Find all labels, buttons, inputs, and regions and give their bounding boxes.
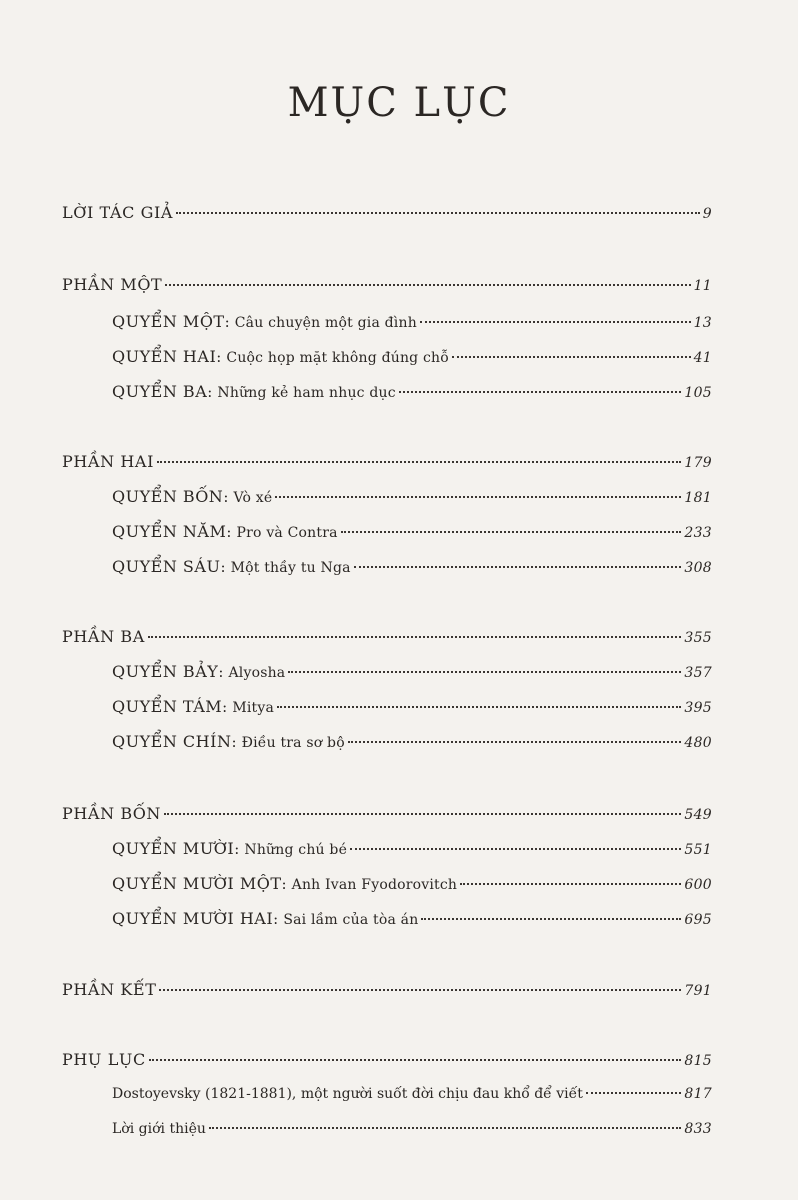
toc-book-page: 600 xyxy=(684,877,712,893)
toc-book-label: QUYỂN BẢY: Alyosha xyxy=(112,662,286,681)
toc-book-label: QUYỂN BỐN: Vò xé xyxy=(112,487,273,506)
toc-book-page: 357 xyxy=(684,665,712,681)
toc-part-page: 355 xyxy=(684,630,712,646)
toc-book-12[interactable] xyxy=(112,909,712,928)
toc-appendix-page: 833 xyxy=(684,1121,712,1137)
toc-book-page: 308 xyxy=(684,560,712,576)
toc-book-7[interactable] xyxy=(112,662,712,681)
toc-book-label: QUYỂN CHÍN: Điều tra sơ bộ xyxy=(112,732,345,751)
toc-part-label: PHẦN BA xyxy=(62,627,145,646)
toc-book-page: 181 xyxy=(684,490,712,506)
dot-leader xyxy=(148,636,682,638)
dot-leader xyxy=(277,706,681,708)
dot-leader xyxy=(586,1092,682,1094)
dot-leader xyxy=(176,212,700,214)
dot-leader xyxy=(159,989,681,991)
toc-book-8[interactable] xyxy=(112,697,712,716)
toc-part-1[interactable] xyxy=(62,275,712,294)
toc-part-2[interactable] xyxy=(62,452,712,471)
toc-book-label: QUYỂN SÁU: Một thầy tu Nga xyxy=(112,557,351,576)
toc-part-page: 179 xyxy=(684,455,712,471)
toc-part-3[interactable] xyxy=(62,627,712,646)
toc-book-page: 105 xyxy=(684,385,712,401)
toc-entry-label: LỜI TÁC GIẢ xyxy=(62,203,174,222)
dot-leader xyxy=(341,531,682,533)
toc-book-page: 551 xyxy=(684,842,712,858)
toc-book-label: QUYỂN MỘT: Câu chuyện một gia đình xyxy=(112,312,417,331)
dot-leader xyxy=(399,391,682,393)
dot-leader xyxy=(288,671,681,673)
dot-leader xyxy=(421,918,681,920)
dot-leader xyxy=(275,496,681,498)
toc-part-page: 815 xyxy=(684,1053,712,1069)
toc-book-page: 13 xyxy=(693,315,712,331)
toc-entry-intro[interactable] xyxy=(62,203,712,222)
toc-book-label: QUYỂN MƯỜI MỘT: Anh Ivan Fyodorovitch xyxy=(112,874,458,893)
toc-book-9[interactable] xyxy=(112,732,712,751)
toc-book-page: 233 xyxy=(684,525,712,541)
dot-leader xyxy=(164,813,681,815)
toc-book-3[interactable] xyxy=(112,382,712,401)
toc-part-label: PHẦN MỘT xyxy=(62,275,163,294)
toc-book-1[interactable] xyxy=(112,312,712,331)
toc-book-5[interactable] xyxy=(112,522,712,541)
dot-leader xyxy=(354,566,682,568)
dot-leader xyxy=(348,741,682,743)
toc-book-page: 41 xyxy=(693,350,712,366)
toc-appendix-page: 817 xyxy=(684,1086,712,1102)
dot-leader xyxy=(165,284,690,286)
toc-book-4[interactable] xyxy=(112,487,712,506)
toc-book-page: 695 xyxy=(684,912,712,928)
toc-appendix-label: Dostoyevsky (1821-1881), một người suốt đời chịu đau khổ để viết xyxy=(112,1086,583,1102)
toc-part-page: 549 xyxy=(684,807,712,823)
toc-book-11[interactable] xyxy=(112,874,712,893)
toc-book-label: QUYỂN HAI: Cuộc họp mặt không đúng chỗ xyxy=(112,347,450,366)
page-title: MỤC LỤC xyxy=(287,80,511,126)
toc-book-page: 480 xyxy=(684,735,712,751)
toc-part-label: PHỤ LỤC xyxy=(62,1050,146,1069)
toc-part-page: 11 xyxy=(693,278,712,294)
toc-appendix-label: Lời giới thiệu xyxy=(112,1121,206,1137)
toc-book-label: QUYỂN MƯỜI: Những chú bé xyxy=(112,839,348,858)
toc-appendix-item-1[interactable] xyxy=(112,1086,712,1102)
dot-leader xyxy=(157,461,681,463)
toc-book-label: QUYỂN TÁM: Mitya xyxy=(112,697,275,716)
dot-leader xyxy=(452,356,691,358)
dot-leader xyxy=(350,848,681,850)
toc-part-label: PHẦN BỐN xyxy=(62,804,162,823)
toc-part-label: PHẦN KẾT xyxy=(62,980,157,999)
toc-appendix[interactable] xyxy=(62,1050,712,1069)
toc-part-4[interactable] xyxy=(62,804,712,823)
dot-leader xyxy=(420,321,691,323)
toc-appendix-item-2[interactable] xyxy=(112,1121,712,1137)
toc-part-label: PHẦN HAI xyxy=(62,452,154,471)
dot-leader xyxy=(460,883,681,885)
toc-book-label: QUYỂN MƯỜI HAI: Sai lầm của tòa án xyxy=(112,909,419,928)
toc-entry-page: 9 xyxy=(702,206,712,222)
dot-leader xyxy=(209,1127,682,1129)
toc-book-10[interactable] xyxy=(112,839,712,858)
toc-book-label: QUYỂN BA: Những kẻ ham nhục dục xyxy=(112,382,396,401)
toc-book-2[interactable] xyxy=(112,347,712,366)
toc-book-6[interactable] xyxy=(112,557,712,576)
dot-leader xyxy=(149,1059,682,1061)
toc-book-page: 395 xyxy=(684,700,712,716)
toc-part-page: 791 xyxy=(684,983,712,999)
toc-book-label: QUYỂN NĂM: Pro và Contra xyxy=(112,522,338,541)
toc-epilogue[interactable] xyxy=(62,980,712,999)
